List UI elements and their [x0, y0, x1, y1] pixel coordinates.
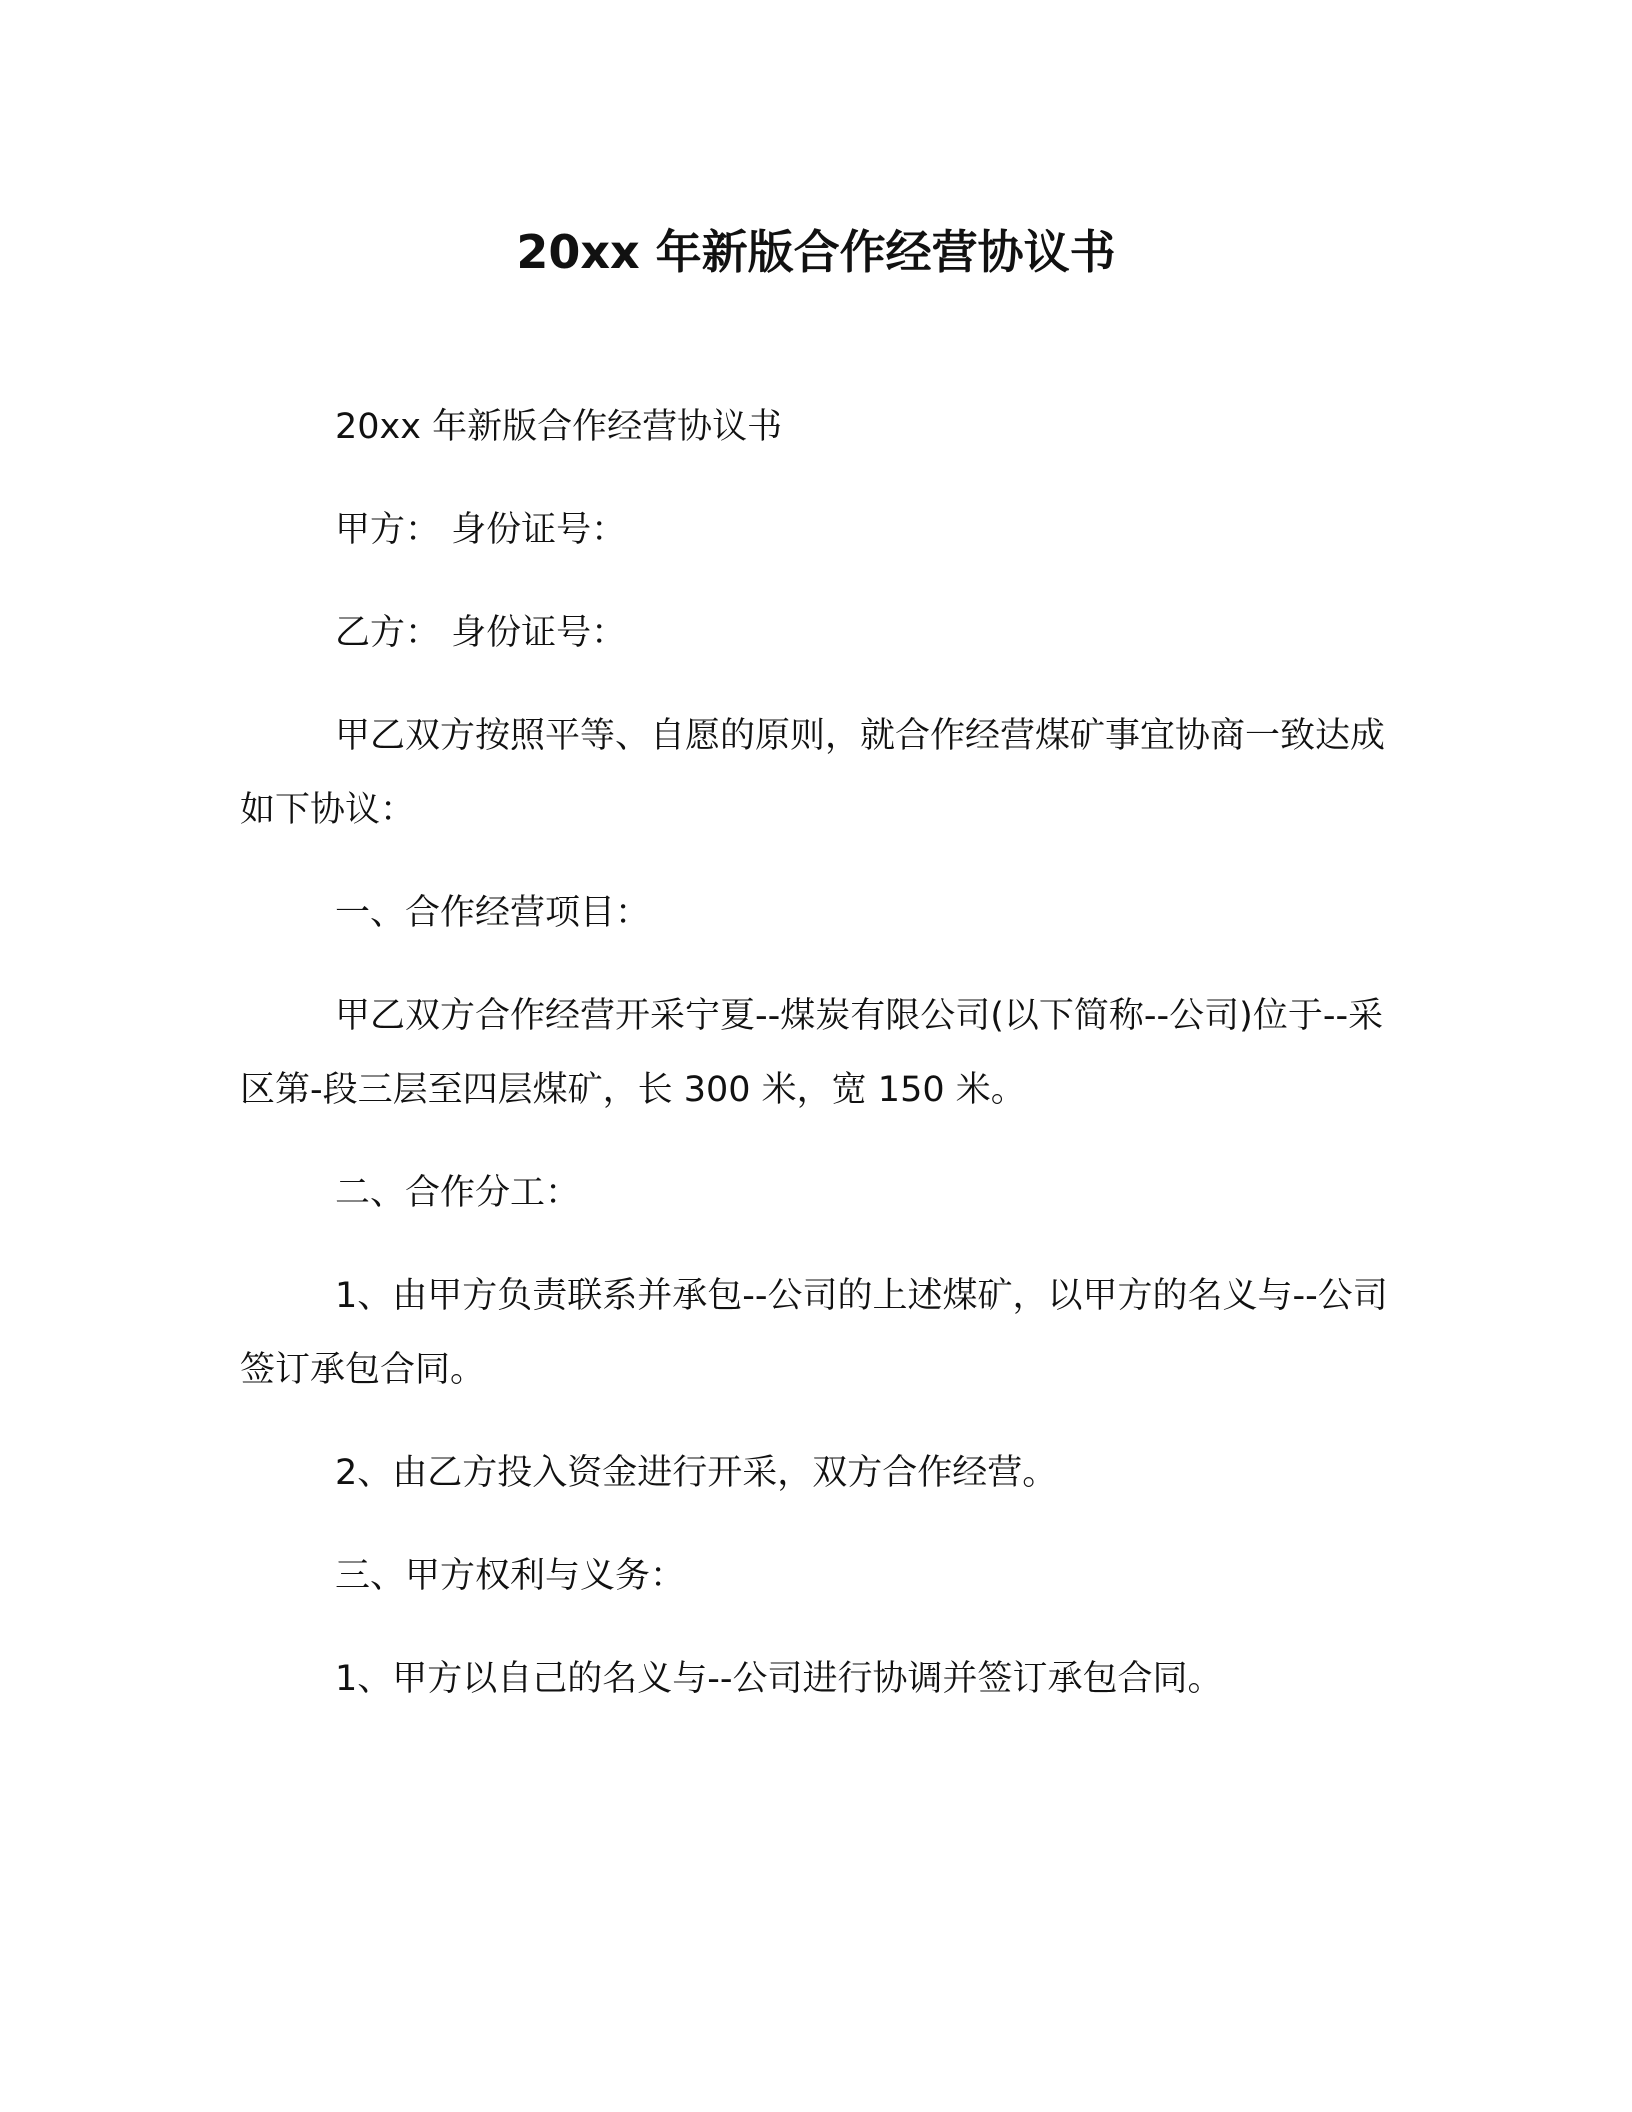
paragraph-division-1: 1、由甲方负责联系并承包--公司的上述煤矿，以甲方的名义与--公司签订承包合同。 [240, 1276, 1388, 1390]
paragraph-intro: 甲乙双方按照平等、自愿的原则，就合作经营煤矿事宜协商一致达成如下协议： [240, 716, 1386, 830]
paragraph-party-b: 乙方： 身份证号： [335, 613, 627, 653]
document-title: 20xx 年新版合作经营协议书 [516, 225, 1116, 279]
paragraph-subtitle: 20xx 年新版合作经营协议书 [335, 407, 783, 447]
section-heading-1: 一、合作经营项目： [335, 893, 651, 933]
section-heading-3: 三、甲方权利与义务： [335, 1556, 686, 1596]
section-heading-2: 二、合作分工： [335, 1173, 581, 1213]
paragraph-party-a: 甲方： 身份证号： [335, 510, 627, 550]
paragraph-project: 甲乙双方合作经营开采宁夏--煤炭有限公司(以下简称--公司)位于--采区第-段三层至四层煤矿，长 300 米，宽 150 米。 [240, 996, 1384, 1110]
paragraph-division-2: 2、由乙方投入资金进行开采，双方合作经营。 [335, 1453, 1058, 1493]
paragraph-rights-1: 1、甲方以自己的名义与--公司进行协调并签订承包合同。 [335, 1659, 1223, 1699]
document-body [240, 390, 1392, 1745]
